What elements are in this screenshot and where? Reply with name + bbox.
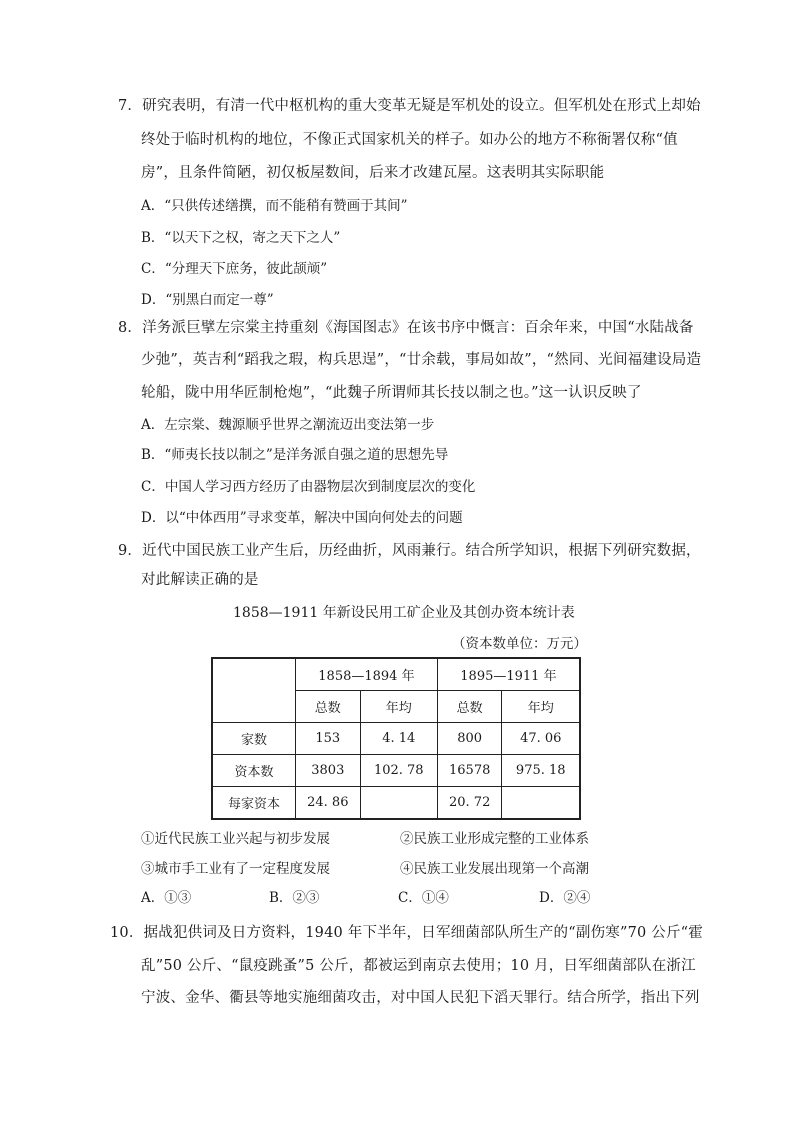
table-cell — [360, 787, 437, 820]
table-row — [212, 755, 580, 787]
table-subheader: 总数 — [437, 691, 502, 723]
table-subheader: 年均 — [502, 691, 580, 723]
table-row-label: 每家资本 — [212, 787, 296, 820]
question-8-line-3: 轮船，陇中用华匠制枪炮”，“此魏子所谓师其长技以制之也。”这一认识反映了 — [141, 385, 642, 401]
capital-statistics-table — [211, 657, 581, 820]
table-cell: 4. 14 — [360, 723, 437, 755]
table-cell — [502, 787, 580, 820]
table-cell: 800 — [437, 723, 502, 755]
question-10-line-1: 10．据战犯供词及日方资料，1940 年下半年，日军细菌部队所生产的“副伤寒”70 公斤“霍 — [110, 925, 703, 941]
question-7-line-3: 房”，且条件简陋，初仅板屋数间，后来才改建瓦屋。这表明其实际职能 — [141, 165, 605, 181]
question-10-line-2: 乱”50 公斤、“鼠疫跳蚤”5 公斤，都被运到南京去使用；10 月，日军细菌部队在浙江 — [141, 958, 696, 974]
table-unit-note: （资本数单位：万元） — [452, 636, 587, 652]
table-cell: 24. 86 — [296, 787, 361, 820]
table-cell: 20. 72 — [437, 787, 502, 820]
table-row — [212, 723, 580, 755]
question-9-option-a: A．①③ — [141, 890, 192, 906]
table-cell: 975. 18 — [502, 755, 580, 787]
statement-3: ③城市手工业有了一定程度发展 — [141, 861, 330, 877]
statement-4: ④民族工业发展出现第一个高潮 — [400, 861, 589, 877]
table-cell: 153 — [296, 723, 361, 755]
question-9-option-d: D．②④ — [539, 890, 591, 906]
question-9-line-2: 对此解读正确的是 — [141, 572, 259, 588]
table-cell: 16578 — [437, 755, 502, 787]
question-8-line-1: 8．洋务派巨擘左宗棠主持重刻《海国图志》在该书序中慨言：百余年来，中国“水陆战备 — [118, 320, 694, 336]
question-9-option-b: B．②③ — [269, 890, 320, 906]
table-subheader: 年均 — [360, 691, 437, 723]
question-7-option-c: C．“分理天下庶务，彼此颉颃” — [141, 261, 328, 277]
statement-2: ②民族工业形成完整的工业体系 — [400, 831, 589, 847]
question-9-option-c: C．①④ — [398, 890, 449, 906]
question-7-option-b: B．“以天下之权，寄之天下之人” — [141, 230, 341, 246]
question-7-line-1: 7．研究表明，有清一代中枢机构的重大变革无疑是军机处的设立。但军机处在形式上却始 — [118, 98, 701, 114]
table-cell: 47. 06 — [502, 723, 580, 755]
table-row-label: 家数 — [212, 723, 296, 755]
table-row — [212, 787, 580, 820]
table-cell: 102. 78 — [360, 755, 437, 787]
table-title: 1858—1911 年新设民用工矿企业及其创办资本统计表 — [233, 605, 575, 621]
question-8-option-b: B．“师夷长技以制之”是洋务派自强之道的思想先导 — [141, 447, 449, 463]
table-period-header: 1858—1894 年 — [296, 658, 438, 691]
question-8-line-2: 少弛”，英吉利“蹈我之瑕，构兵思逞”，“廿余载，事局如故”，“然同、光间福建设局造 — [141, 352, 702, 368]
question-7-option-d: D．“别黑白而定一尊” — [141, 292, 274, 308]
table-subheader: 总数 — [296, 691, 361, 723]
table-period-header: 1895—1911 年 — [437, 658, 580, 691]
table-row-label: 资本数 — [212, 755, 296, 787]
question-8-option-a: A．左宗棠、魏源顺乎世界之潮流迈出变法第一步 — [141, 417, 435, 433]
question-8-option-d: D．以“中体西用”寻求变革，解决中国向何处去的问题 — [141, 510, 463, 526]
question-9-line-1: 9．近代中国民族工业产生后，历经曲折，风雨兼行。结合所学知识，根据下列研究数据， — [118, 543, 701, 559]
question-7-line-2: 终处于临时机构的地位，不像正式国家机关的样子。如办公的地方不称衙署仅称“值 — [141, 132, 678, 148]
question-7-option-a: A．“只供传述缮撰，而不能稍有赞画于其间” — [141, 198, 408, 214]
table-header-row — [212, 658, 580, 691]
statement-1: ①近代民族工业兴起与初步发展 — [141, 831, 330, 847]
table-cell: 3803 — [296, 755, 361, 787]
table-corner-cell — [212, 658, 296, 723]
question-10-line-3: 宁波、金华、衢县等地实施细菌攻击，对中国人民犯下滔天罪行。结合所学，指出下列 — [141, 990, 700, 1006]
question-8-option-c: C．中国人学习西方经历了由器物层次到制度层次的变化 — [141, 479, 476, 495]
